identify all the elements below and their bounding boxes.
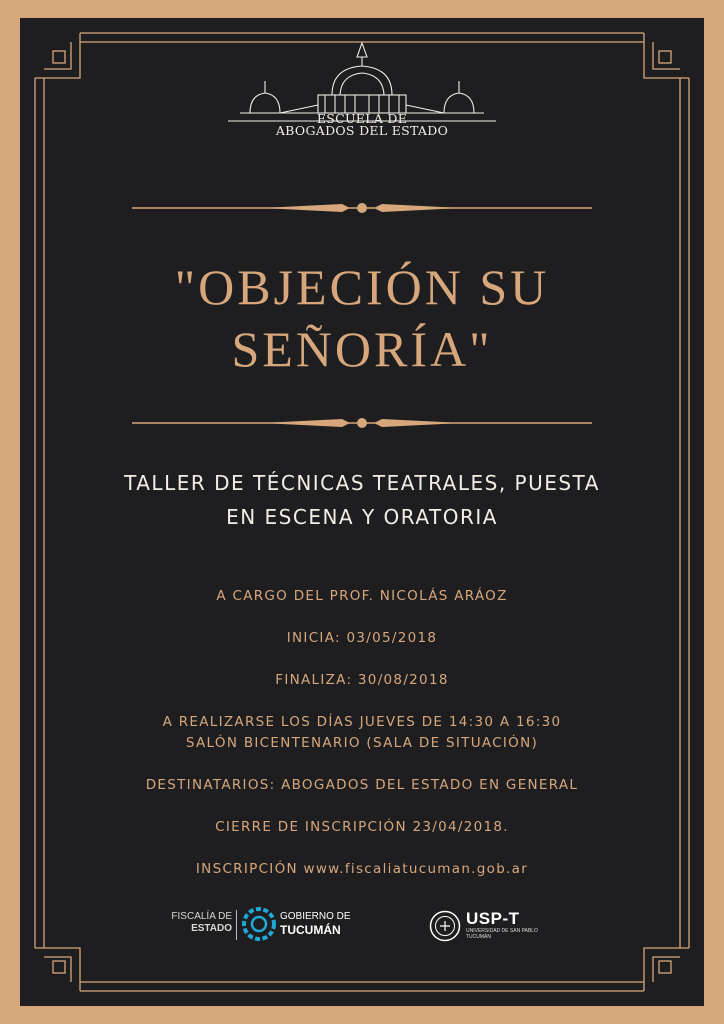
audience-text: DESTINATARIOS: ABOGADOS DEL ESTADO EN GENERAL xyxy=(145,777,579,793)
ornament-divider-top xyxy=(132,200,592,216)
title-line2: SEÑORÍA" xyxy=(231,321,493,377)
uspt-sub1: UNIVERSIDAD DE SAN PABLO xyxy=(466,928,538,934)
registration-text: INSCRIPCIÓN www.fiscaliatucuman.gob.ar xyxy=(195,861,529,877)
fiscalia-line1: FISCALÍA DE xyxy=(171,911,232,922)
gobierno-emblem-icon xyxy=(242,907,276,941)
ornament-divider-bottom xyxy=(132,415,592,431)
start-date-text: INICIA: 03/05/2018 xyxy=(286,630,438,646)
uspt-name: USP-T xyxy=(466,909,520,928)
gobierno-line1: GOBIERNO DE xyxy=(280,911,351,922)
gobierno-logo-text xyxy=(280,911,351,937)
fiscalia-logo xyxy=(170,911,232,935)
fiscalia-line2: ESTADO xyxy=(191,923,232,934)
logo-text-line2: ABOGADOS DEL ESTADO xyxy=(275,123,449,138)
uspt-sub2: TUCUMÁN xyxy=(466,934,491,940)
subtitle-line2: EN ESCENA Y ORATORIA xyxy=(226,505,498,529)
logo-text-line1: ESCUELA DE xyxy=(316,111,408,126)
uspt-seal-icon xyxy=(429,910,461,942)
logo-separator xyxy=(236,910,237,940)
deadline-text: CIERRE DE INSCRIPCIÓN 23/04/2018. xyxy=(215,819,509,835)
venue-text: SALÓN BICENTENARIO (SALA DE SITUACIÓN) xyxy=(185,735,539,751)
end-date-text: FINALIZA: 30/08/2018 xyxy=(275,672,449,688)
uspt-logo-text xyxy=(466,910,538,940)
title-line1: "OBJECIÓN SU xyxy=(174,259,550,315)
schedule-text: A REALIZARSE LOS DÍAS JUEVES DE 14:30 A 16:30 xyxy=(162,714,562,730)
gobierno-line2: TUCUMÁN xyxy=(280,923,341,937)
poster xyxy=(20,18,704,1006)
instructor-text: A CARGO DEL PROF. NICOLÁS ARÁOZ xyxy=(216,588,508,604)
subtitle-line1: TALLER DE TÉCNICAS TEATRALES, PUESTA xyxy=(124,471,600,495)
